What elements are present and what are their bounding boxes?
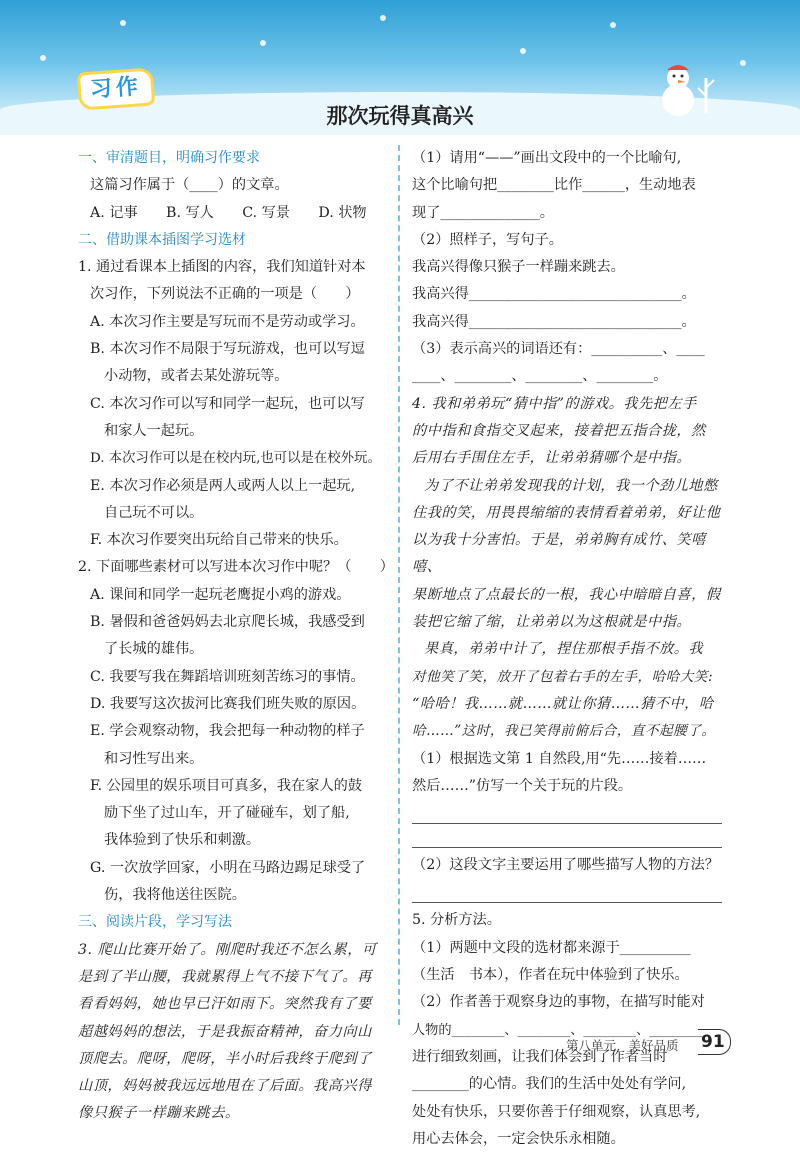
option-text: 了长城的雄伟。 (104, 641, 204, 658)
passage-text: 顶爬去。爬呀，爬呀，半小时后我终于爬到了 (78, 1050, 372, 1067)
passage-text: 为了不让弟弟发现我的计划，我一个劲儿地憋 (424, 477, 718, 494)
question-options: A. 记事 B. 写人 C. 写景 D. 状物 (90, 204, 367, 221)
question-text: （1）根据选文第 1 自然段,用“先……接着…… (412, 750, 707, 767)
option-text: A. 本次习作主要是写玩而不是劳动或学习。 (90, 313, 365, 330)
passage-text: 住我的笑，用畏畏缩缩的表情看着弟弟，好让他 (412, 504, 721, 521)
passage-text: 像只猴子一样蹦来跳去。 (78, 1105, 240, 1122)
option-text: 我体验到了快乐和刺激。 (104, 832, 261, 849)
passage-text: 3. 爬山比赛开始了。刚爬时我还不怎么累，可 (78, 941, 377, 958)
option-text: 自己玩不可以。 (104, 504, 204, 521)
snowflake-icon (120, 20, 126, 26)
passage-text: 对他笑了笑，放开了包着右手的左手，哈哈大笑: (412, 668, 714, 685)
question-text: （生活 书本），作者在玩中体验到了快乐。 (412, 967, 689, 984)
question-text: 5. 分析方法。 (412, 912, 501, 929)
option-text: B. 暑假和爸爸妈妈去北京爬长城，我感受到 (90, 614, 365, 631)
passage-text: “哈哈！我……就……就让你猜……猜不中，哈 (412, 695, 714, 712)
option-text: A. 课间和同学一起玩老鹰捉小鸡的游戏。 (90, 586, 351, 603)
snowflake-icon (520, 48, 526, 54)
question-text: （2）照样子，写句子。 (412, 231, 563, 248)
passage-text: 4. 我和弟弟玩“猜中指”的游戏。我先把左手 (412, 395, 697, 412)
question-text: 然后……”仿写一个关于玩的片段。 (412, 777, 633, 794)
section-heading: 二、借助课本插图学习选材 (78, 231, 246, 248)
snowflake-icon (740, 60, 746, 66)
passage-text: 后用右手围住左手，让弟弟猜哪个是中指。 (412, 450, 692, 467)
question-text: 用心去体会，一定会快乐永相随。 (412, 1130, 625, 1147)
option-text: 励下坐了过山车，开了碰碰车，划了船, (104, 805, 350, 822)
answer-line[interactable] (412, 879, 722, 903)
section-heading: 三、阅读片段，学习写法 (78, 914, 232, 931)
option-text: B. 本次习作不局限于写玩游戏，也可以写逗 (90, 341, 365, 358)
option-text: E. 学会观察动物，我会把每一种动物的样子 (90, 723, 365, 740)
page-title: 那次玩得真高兴 (326, 104, 474, 128)
option-text: E. 本次习作必须是两人或两人以上一起玩, (90, 477, 356, 494)
question-text: 现了______________。 (412, 204, 554, 221)
section-tag-label: 习作 (89, 74, 143, 103)
passage-text: 超越妈妈的想法，于是我振奋精神，奋力向山 (78, 1023, 372, 1040)
option-text: 和家人一起玩。 (104, 422, 204, 439)
question-text: 进行细致刻画，让我们体会到了作者当时 (412, 1048, 668, 1065)
example-sentence: 我高兴得像只猴子一样蹦来跳去。 (412, 259, 625, 276)
question-text: 2. 下面哪些素材可以写进本次习作中呢？（ ） (78, 559, 394, 576)
snowflake-icon (610, 22, 616, 28)
option-text: F. 本次习作要突出玩给自己带来的快乐。 (90, 532, 348, 549)
snowflake-icon (380, 15, 386, 21)
option-text: C. 本次习作可以写和同学一起玩，也可以写 (90, 395, 365, 412)
question-text: 处处有快乐，只要你善于仔细观察，认真思考, (412, 1103, 701, 1120)
question-text: （1）请用“——”画出文段中的一个比喻句, (412, 150, 682, 166)
option-text: 和习性写出来。 (104, 750, 204, 767)
question-text: （1）两题中文段的选材都来源于__________ (412, 939, 691, 956)
question-text: 1. 通过看课本上插图的内容，我们知道针对本 (78, 259, 366, 276)
question-text: （3）表示高兴的词语还有：__________、____ (412, 341, 705, 358)
question-text: 人物的________、________、________、________ (412, 1022, 703, 1038)
answer-line[interactable] (412, 824, 722, 848)
answer-blank-line[interactable]: 我高兴得______________________________。 (412, 313, 696, 330)
question-text: （2）作者善于观察身边的事物，在描写时能对 (412, 994, 705, 1011)
snowflake-icon (260, 40, 266, 46)
option-text: D. 我要写这次拔河比赛我们班失败的原因。 (90, 695, 366, 712)
question-text: 这篇习作属于（____）的文章。 (90, 177, 289, 194)
footer-unit: 第八单元 美好品质 (566, 1038, 679, 1053)
question-text: 这个比喻句把________比作______，生动地表 (412, 177, 696, 194)
passage-text: 果断地点了点最长的一根，我心中暗暗自喜，假 (412, 586, 721, 603)
question-text: ________的心情。我们的生活中处处有学问, (412, 1076, 687, 1093)
answer-blank-line[interactable]: ____、________、________、________。 (412, 368, 668, 385)
passage-text: 看看妈妈，她也早已汗如雨下。突然我有了要 (78, 996, 372, 1013)
option-text: 伤，我将他送往医院。 (104, 887, 246, 904)
right-column (412, 145, 722, 1153)
passage-text: 以为我十分害怕。于是，弟弟胸有成竹、笑嘻嘻、 (412, 532, 706, 576)
option-text: F. 公园里的娱乐项目可真多，我在家人的鼓 (90, 777, 363, 794)
passage-text: 果真，弟弟中计了，捏住那根手指不放。我 (424, 641, 704, 658)
left-column (78, 145, 394, 1128)
column-divider (398, 145, 400, 1025)
question-text: （2）这段文字主要运用了哪些描写人物的方法？ (412, 857, 719, 874)
option-text: D. 本次习作可以是在校内玩,也可以是在校外玩。 (90, 451, 381, 467)
section-heading: 一、审清题目，明确习作要求 (78, 150, 260, 166)
option-text: G. 一次放学回家，小明在马路边踢足球受了 (90, 859, 366, 876)
passage-text: 装把它缩了缩，让弟弟以为这根就是中指。 (412, 614, 692, 631)
option-text: 小动物，或者去某处游玩等。 (104, 368, 289, 385)
page-number: 91 (701, 1032, 725, 1052)
answer-line[interactable] (412, 800, 722, 824)
snowflake-icon (40, 55, 46, 61)
answer-blank-line[interactable]: 我高兴得______________________________。 (412, 286, 696, 303)
passage-text: 的中指和食指交叉起来，接着把五指合拢，然 (412, 422, 706, 439)
question-text: 次习作，下列说法不正确的一项是（ ） (90, 286, 360, 303)
option-text: C. 我要写我在舞蹈培训班刻苦练习的事情。 (90, 668, 365, 685)
passage-text: 山顶，妈妈被我远远地甩在了后面。我高兴得 (78, 1078, 372, 1095)
passage-text: 哈……”这时，我已笑得前俯后合，直不起腰了。 (412, 723, 716, 740)
passage-text: 是到了半山腰，我就累得上气不接下气了。再 (78, 968, 372, 985)
